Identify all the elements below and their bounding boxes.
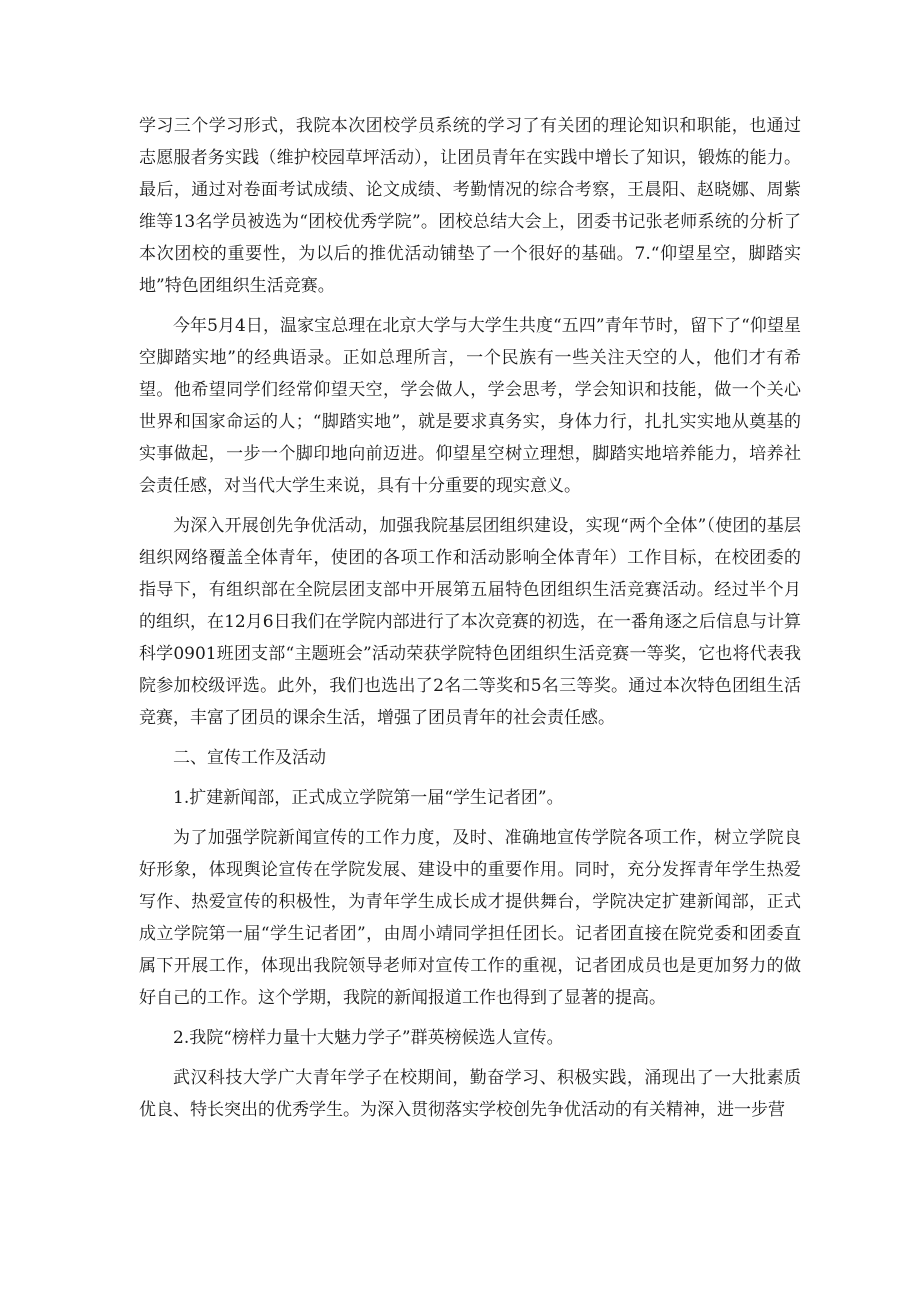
document-body	[139, 110, 801, 1134]
subheading-role-model: 2.我院“榜样力量十大魅力学子”群英榜候选人宣传。	[173, 1028, 564, 1048]
paragraph-8: 武汉科技大学广大青年学子在校期间，勤奋学习、积极实践，涌现出了一大批素质优良、特长突出的优秀学生。为深入贯彻落实学校创先争优活动的有关精神，进一步营	[139, 1068, 801, 1120]
paragraph-1: 学习三个学习形式，我院本次团校学员系统的学习了有关团的理论知识和职能，也通过志愿服者务实践（维护校园草坪活动），让团员青年在实践中增长了知识，锻炼的能力。最后，通过对卷面考试成绩、论文成绩、考勤情况的综合考察，王晨阳、赵晓娜、周紫维等13名学员被选为“团校优秀学院”。团校总结大会上，团委书记张老师系统的分析了本次团校的重要性，为以后的推优活动铺垫了一个很好的基础。7.“仰望星空，脚踏实地”特色团组织生活竞赛。	[139, 116, 801, 296]
paragraph-6: 为了加强学院新闻宣传的工作力度，及时、准确地宣传学院各项工作，树立学院良好形象，体现舆论宣传在学院发展、建设中的重要作用。同时，充分发挥青年学生热爱写作、热爱宣传的积极性，为青年学生成长成才提供舞台，学院决定扩建新闻部，正式成立学院第一届“学生记者团”，由周小靖同学担任团长。记者团直接在院党委和团委直属下开展工作，体现出我院领导老师对宣传工作的重视，记者团成员也是更加努力的做好自己的工作。这个学期，我院的新闻报道工作也得到了显著的提高。	[139, 828, 801, 1008]
section-heading-publicity: 二、宣传工作及活动	[173, 748, 326, 768]
subheading-news-department: 1.扩建新闻部，正式成立学院第一届“学生记者团”。	[173, 788, 564, 808]
paragraph-3: 为深入开展创先争优活动，加强我院基层团组织建设，实现“两个全体”（使团的基层组织网络覆盖全体青年，使团的各项工作和活动影响全体青年）工作目标，在校团委的指导下，有组织部在全院层团支部中开展第五届特色团组织生活竞赛活动。经过半个月的组织，在12月6日我们在学院内部进行了本次竞赛的初选，在一番角逐之后信息与计算科学0901班团支部“主题班会”活动荣获学院特色团组织生活竞赛一等奖，它也将代表我院参加校级评选。此外，我们也选出了2名二等奖和5名三等奖。通过本次特色团组生活竞赛，丰富了团员的课余生活，增强了团员青年的社会责任感。	[139, 516, 801, 728]
paragraph-2: 今年5月4日，温家宝总理在北京大学与大学生共度“五四”青年节时，留下了“仰望星空脚踏实地”的经典语录。正如总理所言，一个民族有一些关注天空的人，他们才有希望。他希望同学们经常仰望天空，学会做人，学会思考，学会知识和技能，做一个关心世界和国家命运的人；“脚踏实地”，就是要求真务实，身体力行，扎扎实实地从奠基的实事做起，一步一个脚印地向前迈进。仰望星空树立理想，脚踏实地培养能力，培养社会责任感，对当代大学生来说，具有十分重要的现实意义。	[139, 316, 801, 496]
